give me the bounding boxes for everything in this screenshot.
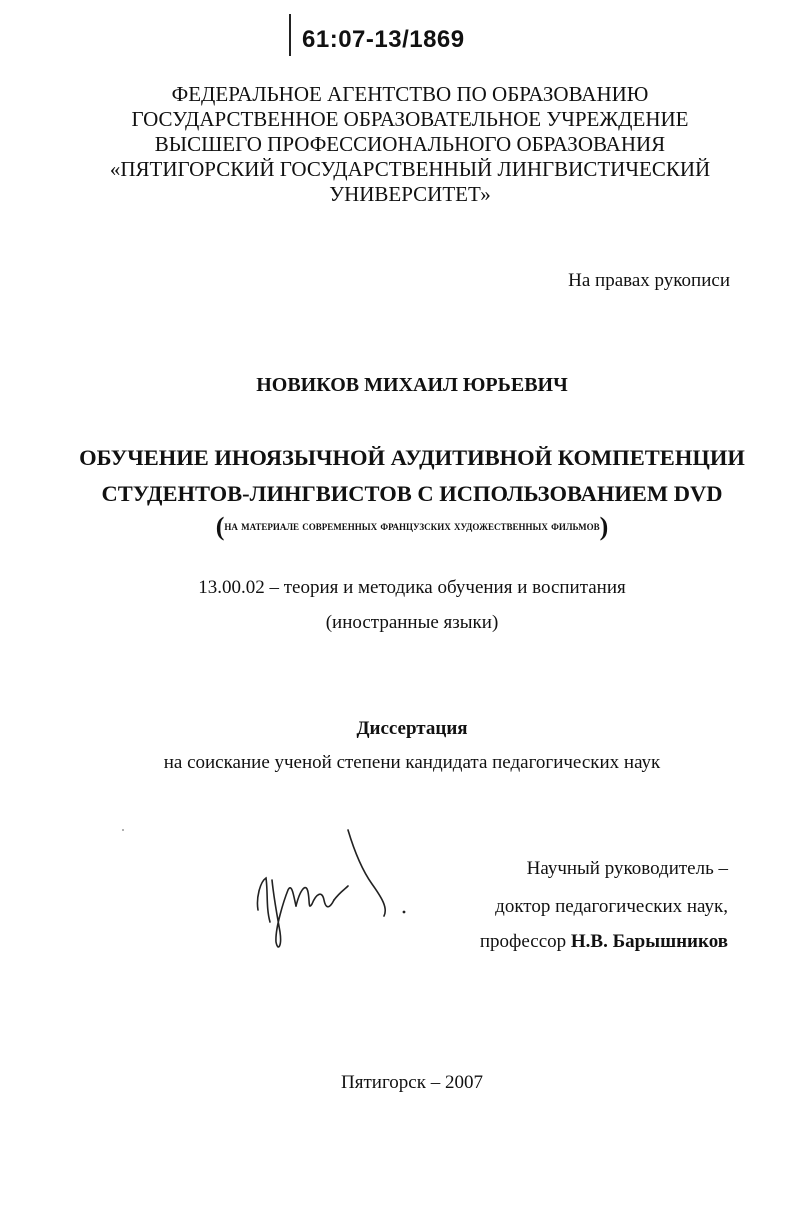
organization-line: ФЕДЕРАЛЬНОЕ АГЕНТСТВО ПО ОБРАЗОВАНИЮ [171, 82, 649, 106]
subtitle-close-paren: ) [599, 512, 609, 541]
title-subtitle [40, 512, 784, 542]
organization-line: УНИВЕРСИТЕТ» [329, 182, 491, 206]
advisor-degree: доктор педагогических наук, [495, 896, 728, 917]
advisor-title-name [388, 931, 728, 953]
advisor-title: профессор [479, 931, 567, 952]
organization-line: ВЫСШЕГО ПРОФЕССИОНАЛЬНОГО ОБРАЗОВАНИЯ [154, 132, 666, 156]
advisor-role: Научный руководитель – [526, 858, 728, 879]
title-line-1: ОБУЧЕНИЕ ИНОЯЗЫЧНОЙ АУДИТИВНОЙ КОМПЕТЕНЦИИ [79, 445, 745, 470]
title-line-2: СТУДЕНТОВ-ЛИНГВИСТОВ С ИСПОЛЬЗОВАНИЕМ DVD [101, 481, 723, 506]
organization-line: «ПЯТИГОРСКИЙ ГОСУДАРСТВЕННЫЙ ЛИНГВИСТИЧЕСКИЙ [109, 157, 711, 181]
author-name: НОВИКОВ МИХАИЛ ЮРЬЕВИЧ [256, 374, 568, 396]
work-type: Диссертация [356, 718, 468, 739]
city-year: Пятигорск – 2007 [341, 1072, 483, 1093]
organization-line: ГОСУДАРСТВЕННОЕ ОБРАЗОВАТЕЛЬНОЕ УЧРЕЖДЕНИЕ [131, 107, 689, 131]
subtitle-text: на материале современных французских художественных фильмов [224, 518, 600, 533]
organization-header [60, 82, 760, 207]
stamp-divider [289, 14, 291, 56]
subtitle-open-paren: ( [215, 512, 225, 541]
specialty-field: (иностранные языки) [325, 612, 499, 633]
scan-speck [122, 829, 124, 831]
manuscript-note: На правах рукописи [568, 270, 730, 291]
specialty-code: 13.00.02 – теория и методика обучения и воспитания [198, 577, 626, 598]
degree-sought: на соискание ученой степени кандидата педагогических наук [163, 752, 661, 773]
advisor-name: Н.В. Барышников [570, 931, 728, 952]
archive-number: 61:07-13/1869 [302, 26, 465, 53]
